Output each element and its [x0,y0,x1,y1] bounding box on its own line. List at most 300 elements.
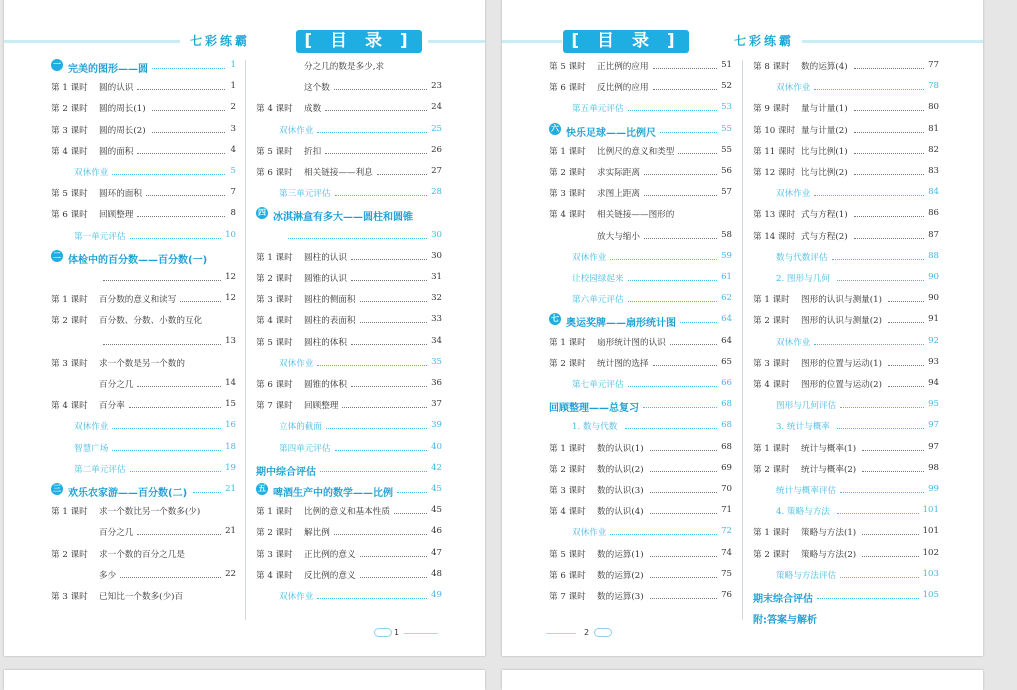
toc-page-number: 65 [721,356,732,367]
toc-entry-title: 圆的认识 [99,83,134,94]
toc-entry-title: 1. 数与代数 [572,422,618,433]
lesson-number: 第 1 课时 [51,295,88,306]
toc-entry [753,251,939,263]
toc-entry [256,81,442,93]
lesson-number: 第 2 课时 [549,358,586,369]
dot-leader [377,174,427,175]
toc-page-number: 94 [928,378,939,388]
toc-entry-title: 期末综合评估 [753,594,813,605]
lesson-number: 第 3 课时 [753,358,790,369]
toc-entry-title: 圆柱的侧面积 [304,295,356,306]
lesson-number: 第 11 课时 [753,146,796,157]
toc-page-number: 51 [721,60,732,70]
toc-page-2 [502,0,983,656]
dot-leader [650,577,717,578]
toc-entry-title: 正比例的意义 [304,549,356,560]
dot-leader [628,280,717,281]
toc-entry-title: 双休作业 [74,168,109,178]
toc-page-number: 37 [431,399,442,410]
toc-page-number: 26 [431,144,442,155]
lesson-number: 第 2 课时 [753,316,790,327]
toc-page-number: 8 [230,208,236,219]
toc-page-number: 25 [431,123,442,134]
toc-page-number: 42 [431,462,442,473]
toc-entry [753,230,939,242]
lesson-number: 第 3 课时 [549,486,586,496]
dot-leader [854,68,924,69]
lesson-number: 第 12 课时 [753,168,796,178]
toc-unit-heading [256,484,442,499]
lesson-number: 第 6 课时 [549,570,586,581]
dot-leader [625,428,717,429]
toc-entry-title: 数的认识(1) [597,443,644,454]
toc-entry-title: 回顾整理 [99,210,134,221]
toc-entry [753,378,939,390]
toc-entry [256,230,442,242]
toc-entry [51,378,236,390]
toc-entry-title: 圆的周长(1) [99,104,146,115]
lesson-number: 第 4 课时 [256,570,293,581]
toc-entry-title: 折扣 [304,146,322,157]
toc-title-banner: [ 目 录 ] [296,30,422,53]
dot-leader [351,344,427,345]
toc-entry-title: 数与代数评估 [776,252,828,263]
dot-leader [650,513,717,514]
toc-page-number: 40 [431,441,442,452]
dot-leader [862,471,923,472]
toc-page-number: 15 [225,399,236,410]
toc-entry [549,548,732,560]
toc-entry [256,399,442,411]
toc-page-number: 18 [225,441,236,452]
toc-entry [549,505,732,517]
toc-unit-heading [51,484,236,499]
toc-page-number: 66 [721,378,732,388]
toc-page-number: 90 [928,293,939,304]
dot-leader [360,577,427,578]
lesson-number: 第 3 课时 [549,189,586,200]
toc-entry [51,420,236,432]
toc-entry [549,336,732,348]
toc-entry-title: 图形的认识与测量(1) [801,295,882,306]
toc-entry [51,293,236,305]
toc-entry-title: 放大与缩小 [597,231,640,242]
dot-leader [854,174,924,175]
dot-leader [862,556,919,557]
toc-page-number: 99 [928,484,939,494]
cloud-icon [594,628,612,637]
toc-entry-title: 第二单元评估 [74,464,126,475]
dot-leader [326,428,427,429]
toc-entry-title: 啤酒生产中的数学——比例 [273,488,393,499]
toc-page-number: 78 [928,81,939,92]
dot-leader [137,386,220,387]
lesson-number: 第 3 课时 [51,592,88,602]
dot-leader [335,450,427,451]
toc-entry-title: 回顾整理——总复习 [549,403,639,415]
toc-entry-title: 附:答案与解析 [753,615,817,627]
toc-entry [753,442,939,454]
dot-leader [888,386,924,387]
toc-entry-title: 第一单元评估 [74,231,126,242]
toc-entry-title: 反比例的意义 [304,570,356,581]
toc-page-number: 76 [721,590,732,600]
lesson-number: 第 2 课时 [753,549,790,560]
toc-entry [549,420,732,432]
toc-entry [549,102,732,114]
toc-entry-title: 统计图的选择 [597,358,649,369]
toc-page-number: 105 [922,590,939,600]
toc-entry [753,505,939,517]
toc-entry [256,336,442,348]
dot-leader [325,153,426,154]
page-number: 1 [394,628,400,637]
toc-page-number: 33 [431,314,442,325]
toc-page-number: 22 [225,568,236,579]
toc-entry [753,484,939,496]
dot-leader [120,577,220,578]
lesson-number: 第 1 课时 [51,83,88,94]
toc-entry-title: 圆的面积 [99,146,134,157]
toc-unit-heading [51,60,236,75]
lesson-number: 第 1 课时 [549,146,586,157]
brand-name: 七彩练霸 [190,34,251,48]
toc-page-number: 68 [721,441,732,452]
dot-leader [130,471,221,472]
dot-leader [130,238,221,239]
toc-entry [256,378,442,390]
toc-entry-title: 百分率 [99,401,125,412]
dot-leader [193,492,221,493]
toc-entry [549,293,732,305]
dot-leader [129,407,221,408]
toc-entry-title: 百分之几 [99,528,134,539]
dot-leader [628,110,717,111]
toc-entry-title: 圆环的面积 [99,189,142,200]
toc-page-number: 92 [928,335,939,346]
toc-entry-title: 双休作业 [572,252,607,263]
unit-number-badge: 三 [53,484,61,493]
toc-entry-title: 这个数 [304,83,330,94]
toc-page-number: 49 [431,590,442,600]
toc-entry [549,208,732,220]
dot-leader [103,344,221,345]
toc-page-number: 80 [928,102,939,113]
toc-entry [549,463,732,475]
toc-entry [753,187,939,199]
toc-page-number: 84 [928,187,939,198]
lesson-number: 第 1 课时 [753,528,790,539]
toc-entry-title: 圆锥的认识 [304,274,347,284]
dot-leader [360,301,427,302]
toc-entry-title: 扇形统计图的认识 [597,337,666,348]
toc-entry-title: 相关链接——利息 [304,168,373,178]
toc-entry [549,272,732,284]
header-rule-right [802,40,983,43]
dot-leader [342,407,426,408]
toc-page-number: 75 [721,568,732,579]
toc-entry [51,81,236,93]
toc-page-number: 95 [928,399,939,410]
toc-entry [549,230,732,242]
lesson-number: 第 5 课时 [256,146,293,157]
toc-entry-title: 双休作业 [776,189,811,200]
toc-entry-title: 相关链接——图形的 [597,210,675,221]
dot-leader [320,471,427,472]
toc-entry [256,505,442,517]
toc-unit-heading [549,399,732,415]
dot-leader [650,471,717,472]
toc-entry-title: 圆柱的表面积 [304,316,356,327]
dot-leader [862,450,923,451]
lesson-number: 第 10 课时 [753,125,796,136]
dot-leader [288,238,427,239]
toc-entry [51,463,236,475]
toc-entry-title: 第四单元评估 [279,443,331,454]
toc-entry [753,399,939,411]
dot-leader [678,153,716,154]
dot-leader [837,428,923,429]
lesson-number: 第 13 课时 [753,210,796,221]
dot-leader [152,68,225,69]
toc-entry [51,102,236,114]
toc-entry-title: 反比例的应用 [597,83,649,94]
dot-leader [862,534,919,535]
toc-entry-title: 图形的位置与运动(2) [801,380,882,390]
toc-entry-title: 圆锥的体积 [304,380,347,390]
toc-page-number: 19 [225,462,236,473]
toc-entry [753,145,939,157]
toc-page-number: 58 [721,229,732,240]
header-rule-left [502,40,562,43]
toc-entry [51,505,236,517]
dot-leader [152,110,226,111]
toc-entry [753,314,939,326]
toc-entry [51,208,236,220]
toc-entry-title: 成数 [304,104,322,115]
next-page-1 [4,670,485,690]
dot-leader [334,534,427,535]
toc-entry [256,548,442,560]
toc-entry [256,272,442,284]
toc-entry [753,208,939,220]
toc-entry-title: 图形与几何评估 [776,401,837,412]
toc-entry-title: 分之几的数是多少,求 [304,62,385,72]
toc-page-number: 1 [230,81,236,92]
toc-entry [753,357,939,369]
toc-page-number: 69 [721,462,732,473]
toc-page-number: 3 [230,123,236,134]
toc-page-number: 12 [225,272,236,282]
toc-entry [256,251,442,263]
unit-number-badge: 四 [258,208,266,218]
toc-page-number: 45 [431,484,442,494]
toc-page-number: 31 [431,272,442,282]
toc-entry [549,590,732,602]
dot-leader [394,513,427,514]
toc-entry [753,548,939,560]
toc-entry [256,166,442,178]
toc-page-number: 74 [721,547,732,558]
header-rule-left [4,40,180,43]
toc-entry [51,187,236,199]
toc-entry-title: 双休作业 [279,592,314,602]
toc-entry-title: 2. 图形与几何 [776,274,830,284]
lesson-number: 第 3 课时 [51,125,88,136]
footer-rule [404,633,438,634]
toc-entry [753,526,939,538]
unit-number-badge: 五 [258,484,266,493]
toc-entry-title: 多少 [99,570,117,581]
toc-unit-heading [256,462,442,478]
toc-title-banner: [ 目 录 ] [563,30,689,53]
toc-page-number: 16 [225,420,236,431]
toc-entry-title: 统计与概率评估 [776,486,837,496]
dot-leader [610,534,716,535]
dot-leader [112,450,220,451]
dot-leader [325,110,426,111]
toc-page-number: 12 [225,293,236,304]
toc-entry [549,569,732,581]
toc-entry-title: 双休作业 [74,422,109,433]
toc-page-number: 30 [431,250,442,261]
lesson-number: 第 1 课时 [256,252,293,263]
toc-entry [753,272,939,284]
unit-number-badge: 六 [551,123,559,133]
toc-entry [753,60,939,72]
toc-page-number: 88 [928,250,939,261]
toc-entry-title: 双休作业 [776,337,811,348]
toc-entry [753,336,939,348]
toc-page-number: 77 [928,60,939,70]
toc-entry-title: 圆的周长(2) [99,125,146,136]
lesson-number: 第 3 课时 [256,295,293,306]
toc-entry-title: 第七单元评估 [572,380,624,390]
toc-page-number: 23 [431,81,442,92]
lesson-number: 第 2 课时 [549,464,586,475]
toc-entry-title: 求图上距离 [597,189,640,200]
dot-leader [650,598,717,599]
toc-page-number: 24 [431,102,442,113]
toc-entry-title: 数的认识(3) [597,486,644,496]
toc-entry [753,293,939,305]
toc-entry-title: 已知比一个数多(少)百 [99,592,184,602]
toc-entry [549,378,732,390]
toc-page-number: 35 [431,356,442,367]
lesson-number: 第 2 课时 [51,549,88,560]
toc-entry [549,81,732,93]
lesson-number: 第 4 课时 [549,210,586,221]
toc-entry-title: 智慧广场 [74,443,109,454]
lesson-number: 第 2 课时 [51,316,88,327]
toc-entry-title: 数的运算(3) [597,592,644,602]
lesson-number: 第 7 课时 [549,592,586,602]
dot-leader [628,386,717,387]
toc-entry-title: 百分之几 [99,380,134,390]
toc-entry [51,548,236,560]
toc-entry-title: 量与计量(1) [801,104,848,115]
toc-page-number: 7 [230,187,236,198]
lesson-number: 第 2 课时 [753,464,790,475]
toc-entry [256,187,442,199]
toc-entry-title: 策略与方法评估 [776,570,837,581]
toc-unit-heading [753,611,939,627]
lesson-number: 第 6 课时 [256,168,293,178]
toc-entry-title: 数的运算(4) [801,62,848,72]
toc-entry-title: 双休作业 [279,125,314,136]
dot-leader [351,280,427,281]
toc-page-number: 93 [928,356,939,367]
toc-page-number: 72 [721,526,732,537]
dot-leader [351,259,427,260]
lesson-number: 第 1 课时 [256,507,293,518]
toc-page-number: 97 [928,441,939,452]
toc-page-number: 61 [721,272,732,282]
toc-entry-title: 比与比例(2) [801,168,848,178]
toc-entry [51,230,236,242]
toc-entry [51,124,236,136]
toc-entry-title: 统计与概率(1) [801,443,857,454]
dot-leader [644,174,717,175]
lesson-number: 第 2 课时 [51,104,88,115]
dot-leader [360,322,427,323]
toc-entry-title: 数的运算(1) [597,549,644,560]
dot-leader [644,238,717,239]
dot-leader [180,301,220,302]
header-rule-right [428,40,485,43]
lesson-number: 第 3 课时 [256,549,293,560]
toc-entry-title: 数的认识(2) [597,464,644,475]
toc-entry [51,145,236,157]
toc-entry-title: 求一个数是另一个数的 [99,358,185,369]
toc-entry-title: 统计与概率(2) [801,464,857,475]
toc-entry [753,81,939,93]
dot-leader [888,322,924,323]
toc-entry [256,420,442,432]
toc-unit-heading [549,314,732,330]
lesson-number: 第 5 课时 [256,337,293,348]
footer-rule [546,633,576,634]
dot-leader [837,513,919,514]
lesson-number: 第 5 课时 [549,549,586,560]
dot-leader [112,174,225,175]
toc-entry-title: 量与计量(2) [801,125,848,136]
toc-entry-title: 百分数、分数、小数的互化 [99,316,203,327]
toc-entry [256,293,442,305]
toc-page-1 [4,0,485,656]
toc-page-number: 27 [431,166,442,176]
lesson-number: 第 2 课时 [549,168,586,178]
toc-entry [51,526,236,538]
dot-leader [146,195,225,196]
toc-entry [256,569,442,581]
toc-entry [256,526,442,538]
toc-entry-title: 正比例的应用 [597,62,649,72]
toc-page-number: 71 [721,505,732,516]
lesson-number: 第 3 课时 [51,358,88,369]
column-divider [245,60,246,620]
dot-leader [628,301,717,302]
toc-page-number: 91 [928,314,939,325]
toc-entry [753,102,939,114]
toc-entry [549,60,732,72]
lesson-number: 第 6 课时 [51,210,88,221]
dot-leader [840,492,923,493]
dot-leader [814,195,923,196]
toc-entry [256,442,442,454]
toc-entry [51,399,236,411]
lesson-number: 第 4 课时 [256,316,293,327]
